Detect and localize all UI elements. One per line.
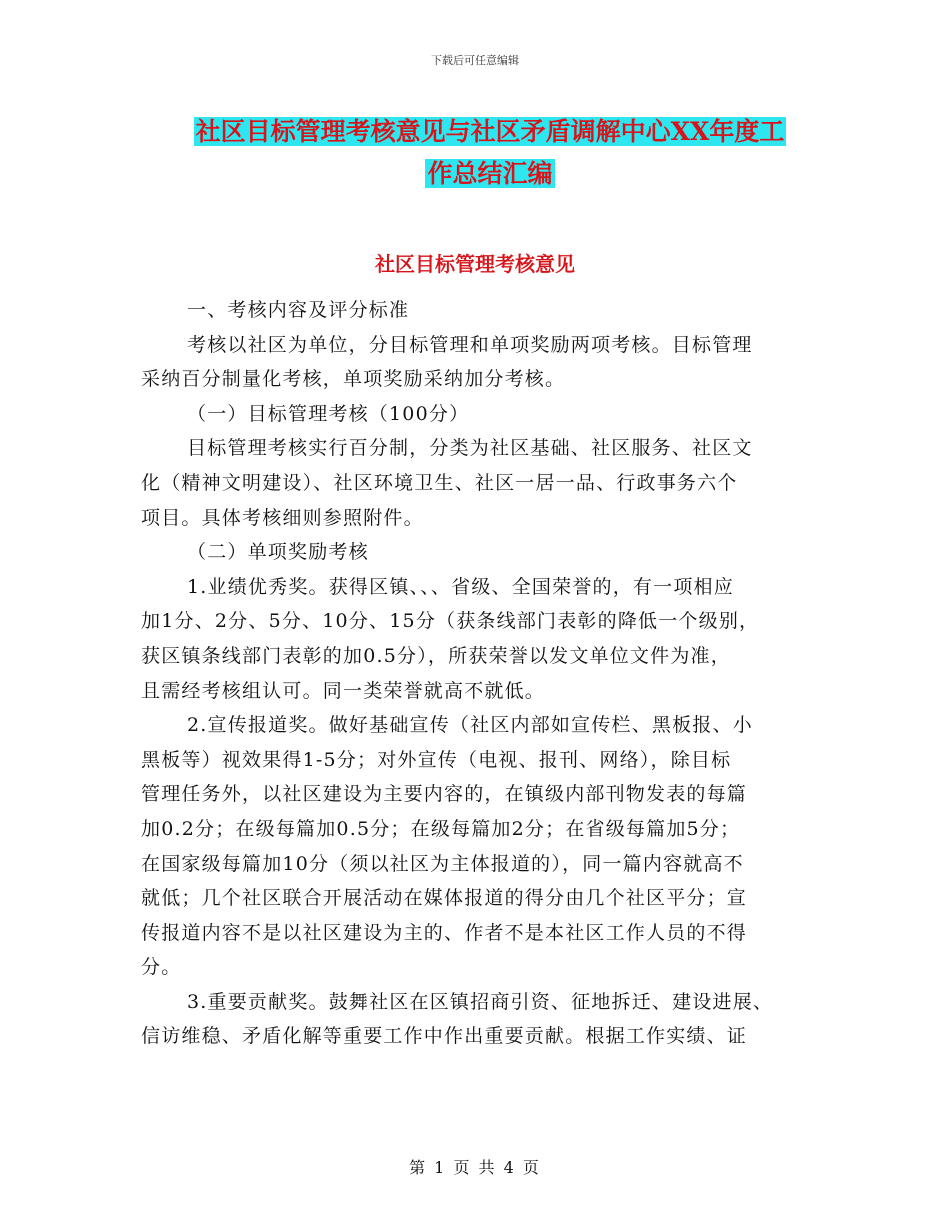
text-line: 考核以社区为单位，分目标管理和单项奖励两项考核。目标管理 (187, 333, 753, 356)
text-line: 获区镇条线部门表彰的加0.5分），所获荣誉以发文单位文件为准， (141, 644, 731, 667)
text-line: 在国家级每篇加10分（须以社区为主体报道的），同一篇内容就高不 (141, 852, 744, 875)
section-title: 社区目标管理考核意见 (375, 252, 575, 276)
text-line: 3.重要贡献奖。鼓舞社区在区镇招商引资、征地拆迁、建设进展、 (187, 990, 774, 1013)
document-title-line-2 (150, 157, 830, 191)
text-line: 一、考核内容及评分标准 (187, 299, 410, 321)
text-line: 加1分、2分、5分、10分、15分（获条线部门表彰的降低一个级别， (141, 610, 760, 633)
text-line: （二）单项奖励考核 (187, 541, 369, 564)
header-note: 下载后可任意编辑 (431, 54, 519, 67)
text-line: 管理任务外，以社区建设为主要内容的，在镇级内部刊物发表的每篇 (141, 783, 748, 806)
text-line: 2.宣传报道奖。做好基础宣传（社区内部如宣传栏、黑板报、小 (187, 714, 753, 737)
text-line: 分。 (141, 956, 182, 979)
title-highlight: 社区目标管理考核意见与社区矛盾调解中心XX年度工 (195, 117, 785, 146)
text-line: 信访维稳、矛盾化解等重要工作中作出重要贡献。根据工作实绩、证 (141, 1025, 748, 1048)
title-highlight: 作总结汇编 (427, 159, 553, 188)
text-line: 且需经考核组认可。同一类荣誉就高不就低。 (141, 679, 546, 702)
text-line: 就低；几个社区联合开展活动在媒体报道的得分由几个社区平分；宣 (141, 887, 748, 910)
text-line: 采纳百分制量化考核，单项奖励采纳加分考核。 (141, 368, 566, 391)
text-line: 加0.2分；在级每篇加0.5分；在级每篇加2分；在省级每篇加5分； (141, 817, 741, 840)
text-line: 黑板等）视效果得1-5分；对外宣传（电视、报刊、网络），除目标 (141, 748, 732, 771)
text-line: 1.业绩优秀奖。获得区镇、、、省级、全国荣誉的，有一项相应 (187, 575, 734, 598)
document-title-line-1 (150, 115, 830, 149)
text-line: 化（精神文明建设）、社区环境卫生、社区一居一品、行政事务六个 (141, 471, 738, 494)
document-body (141, 293, 821, 1054)
text-line: （一）目标管理考核（100分） (187, 402, 470, 425)
text-line: 传报道内容不是以社区建设为主的、作者不是本社区工作人员的不得 (141, 921, 748, 944)
text-line: 目标管理考核实行百分制，分类为社区基础、社区服务、社区文 (187, 437, 753, 460)
text-line: 项目。具体考核细则参照附件。 (141, 506, 424, 529)
page-number: 第 1 页 共 4 页 (409, 1158, 541, 1177)
